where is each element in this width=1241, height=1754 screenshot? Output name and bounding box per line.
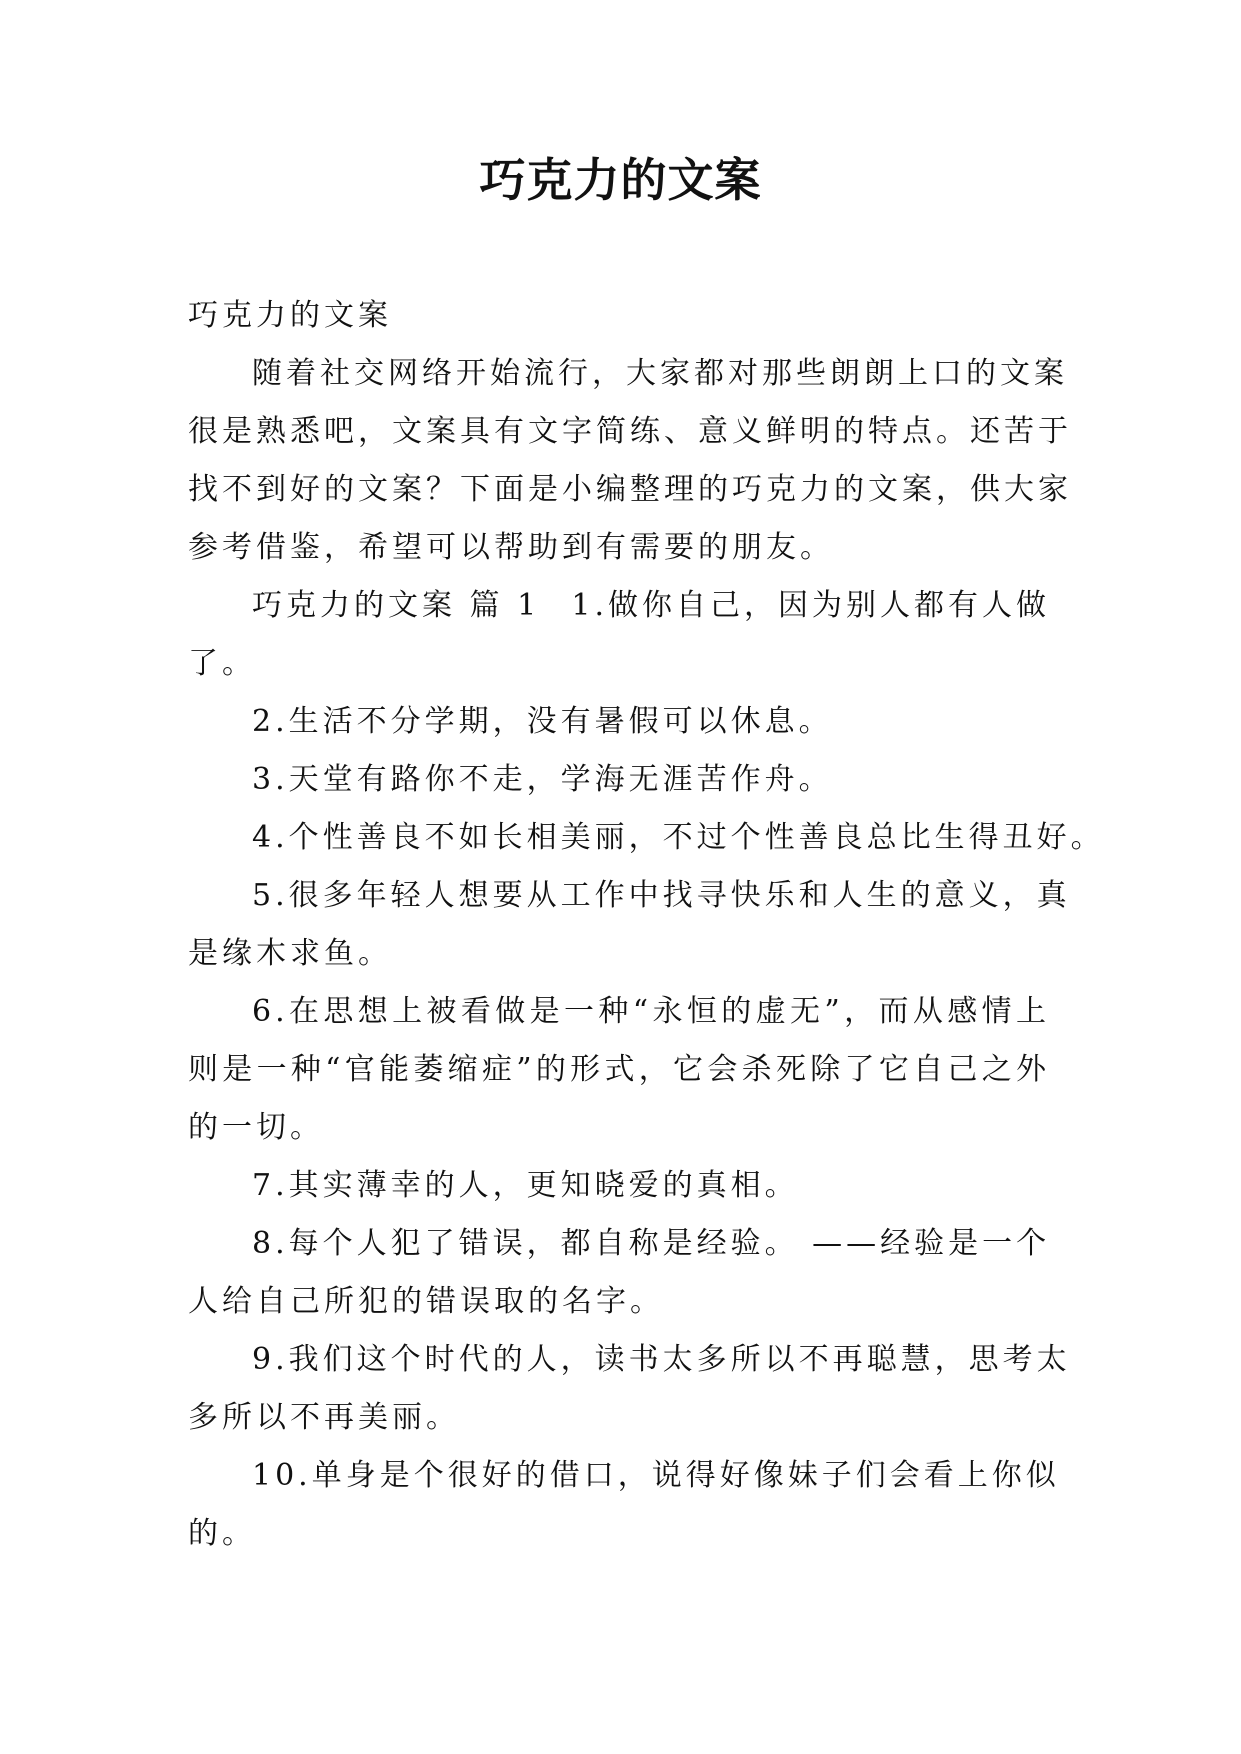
item-1-start: 1.做你自己，因为别人都有人做 — [571, 588, 1050, 623]
item-10-end: 的。 — [188, 1516, 256, 1551]
intro-line-3: 找不到好的文案？下面是小编整理的巧克力的文案，供大家 — [188, 472, 1072, 507]
section-heading: 巧克力的文案 篇 1 — [252, 588, 541, 623]
item-7: 7.其实薄幸的人，更知晓爱的真相。 — [252, 1168, 799, 1203]
item-9-start: 9.我们这个时代的人，读书太多所以不再聪慧，思考太 — [252, 1342, 1071, 1377]
item-1-end: 了。 — [188, 646, 256, 681]
item-6-end: 的一切。 — [188, 1110, 324, 1145]
section-heading-line — [188, 577, 1050, 635]
item-4: 4.个性善良不如长相美丽，不过个性善良总比生得丑好。 — [252, 820, 1105, 855]
document-body — [188, 287, 1105, 1563]
intro-line-1: 随着社交网络开始流行，大家都对那些朗朗上口的文案 — [252, 356, 1068, 391]
item-3: 3.天堂有路你不走，学海无涯苦作舟。 — [252, 762, 833, 797]
intro-line-2: 很是熟悉吧，文案具有文字简练、意义鲜明的特点。还苦于 — [188, 414, 1072, 449]
item-8-end: 人给自己所犯的错误取的名字。 — [188, 1284, 664, 1319]
item-2: 2.生活不分学期，没有暑假可以休息。 — [252, 704, 833, 739]
item-10-start: 10.单身是个很好的借口，说得好像妹子们会看上你似 — [252, 1458, 1060, 1493]
item-6-start: 6.在思想上被看做是一种“永恒的虚无”，而从感情上 — [252, 994, 1050, 1029]
item-5-start: 5.很多年轻人想要从工作中找寻快乐和人生的意义，真 — [252, 878, 1071, 913]
item-8-start: 8.每个人犯了错误，都自称是经验。 ——经验是一个 — [252, 1226, 1051, 1261]
intro-line-4: 参考借鉴，希望可以帮助到有需要的朋友。 — [188, 530, 834, 565]
item-9-end: 多所以不再美丽。 — [188, 1400, 460, 1435]
item-6-middle: 则是一种“官能萎缩症”的形式，它会杀死除了它自己之外 — [188, 1052, 1050, 1087]
document-title: 巧克力的文案 — [479, 153, 762, 207]
subtitle-line: 巧克力的文案 — [188, 298, 392, 333]
item-5-end: 是缘木求鱼。 — [188, 936, 392, 971]
